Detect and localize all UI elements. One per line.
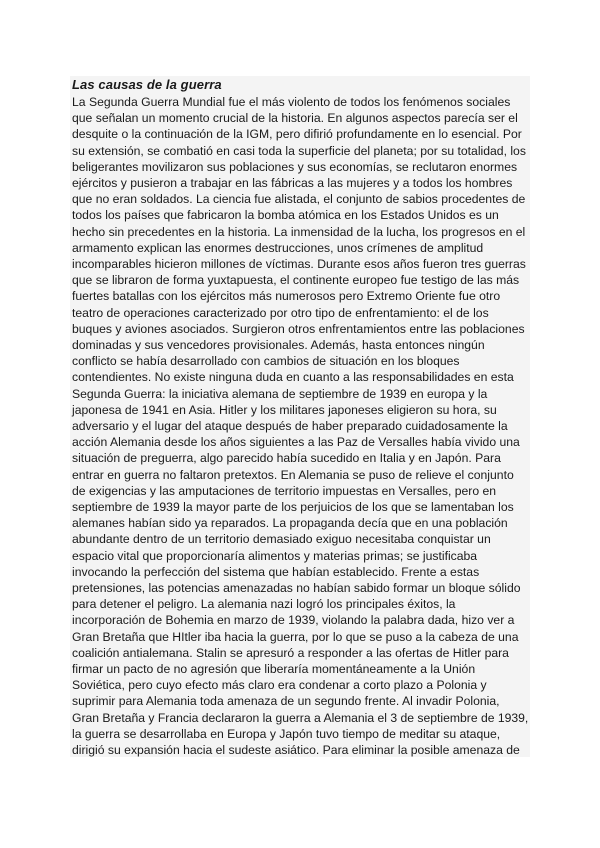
body-line: suprimir para Alemania toda amenaza de un segundo frente. Al invadir Polonia, <box>72 694 500 709</box>
body-line: espacio vital que proporcionaría alimentos y materias primas; se justificaba <box>72 548 478 563</box>
body-line: coalición antialemana. Stalin se apresuró a responder a las ofertas de Hitler para <box>72 645 509 660</box>
body-line: incorporación de Bohemia en marzo de 1939, violando la palabra dada, hizo ver a <box>72 613 515 628</box>
body-line: alemanes habían sido ya reparados. La propaganda decía que en una población <box>72 516 508 531</box>
body-line: armamento explican las enormes destrucciones, unos crímenes de amplitud <box>72 240 484 255</box>
body-line: japonesa de 1941 en Asia. Hitler y los militares japoneses eligieron su hora, su <box>72 402 497 417</box>
body-line: fuertes batallas con los ejércitos más numerosos pero Extremo Oriente fue otro <box>72 289 501 304</box>
body-line: ejércitos y pusieron a trabajar en las fábricas a las mujeres y a todos los hombres <box>72 176 513 190</box>
body-line: firmar un pacto de no agresión que liberaría momentáneamente a la Unión <box>72 662 476 676</box>
body-line: beligerantes movilizaron sus poblaciones y sus economías, se reclutaron enormes <box>72 159 518 174</box>
body-line: desquite o la continuación de la IGM, pero difirió profundamente en lo esencial. Por <box>72 127 522 142</box>
body-line: abundante dentro de un territorio demasiado exiguo necesitaba conquistar un <box>72 532 491 547</box>
body-line: todos los países que fabricaron la bomba atómica en los Estados Unidos es un <box>72 208 499 223</box>
body-line: la guerra se desarrollaba en Europa y Japón tuvo tiempo de meditar su ataque, <box>72 726 501 741</box>
body-line: de exigencias y las amputaciones de territorio impuestas en Versalles, pero en <box>72 483 497 498</box>
body-line: dominadas y sus vencedores provisionales. Además, hasta entonces ningún <box>72 338 485 352</box>
body-line: situación de preguerra, algo parecido había sucedido en Italia y en Japón. Para <box>72 451 501 466</box>
body-line: Soviética, pero cuyo efecto más claro era condenar a corto plazo a Polonia y <box>72 678 487 693</box>
body-line: contendientes. No existe ninguna duda en cuanto a las responsabilidades en esta <box>72 370 514 385</box>
body-line: buques y aviones asociados. Surgieron otros enfrentamientos entre las poblaciones <box>72 321 525 336</box>
body-line: invocando la perfección del sistema que habían establecido. Frente a estas <box>72 564 480 579</box>
body-line: entrar en guerra no faltaron pretextos. En Alemania se puso de relieve el conjunto <box>72 467 514 482</box>
body-line: conflicto se había desarrollado con cambios de situación en los bloques <box>72 354 460 369</box>
body-line: pretensiones, las potencias amenazadas no habían sabido formar un bloque sólido <box>72 581 521 595</box>
body-line: Gran Bretaña y Francia declararon la guerra a Alemania el 3 de septiembre de 1939, <box>72 710 529 725</box>
body-line: dirigió su expansión hacia el sudeste asiático. Para eliminar la posible amenaza de <box>72 743 520 757</box>
body-line: que se libraron de forma yuxtapuesta, el continente europeo fue testigo de las más <box>72 273 520 288</box>
section-title: Las causas de la guerra <box>72 77 222 92</box>
body-line: que no eran soldados. La ciencia fue alistada, el conjunto de sabios procedentes de <box>72 192 526 207</box>
body-line: adversario y el lugar del ataque después de haber preparado cuidadosamente la <box>72 419 508 433</box>
body-line: septiembre de 1939 la mayor parte de los perjuicios de los que se lamentaban los <box>72 500 514 514</box>
body-line: Segunda Guerra: la iniciativa alemana de septiembre de 1939 en europa y la <box>72 386 488 401</box>
body-line: teatro de operaciones caracterizado por otro tipo de enfrentamiento: el de los <box>72 305 489 320</box>
body-line: acción Alemania desde los años siguientes a las Paz de Versalles había vivido una <box>72 435 520 450</box>
body-line: para detener el peligro. La alemania nazi logró los principales éxitos, la <box>72 597 456 612</box>
body-line: su extensión, se combatió en casi toda la superficie del planeta; por su totalidad, los <box>72 143 526 158</box>
body-line: hecho sin precedentes en la historia. La inmensidad de la lucha, los progresos en el <box>72 224 526 239</box>
body-line: incomparables hicieron millones de víctimas. Durante esos años fueron tres guerras <box>72 257 526 271</box>
body-line: Gran Bretaña que HItler iba hacia la guerra, por lo que se puso a la cabeza de una <box>72 629 519 644</box>
body-line: que señalan un momento crucial de la historia. En algunos aspectos parecía ser el <box>72 111 518 126</box>
body-line: La Segunda Guerra Mundial fue el más violento de todos los fenómenos sociales <box>72 95 511 109</box>
